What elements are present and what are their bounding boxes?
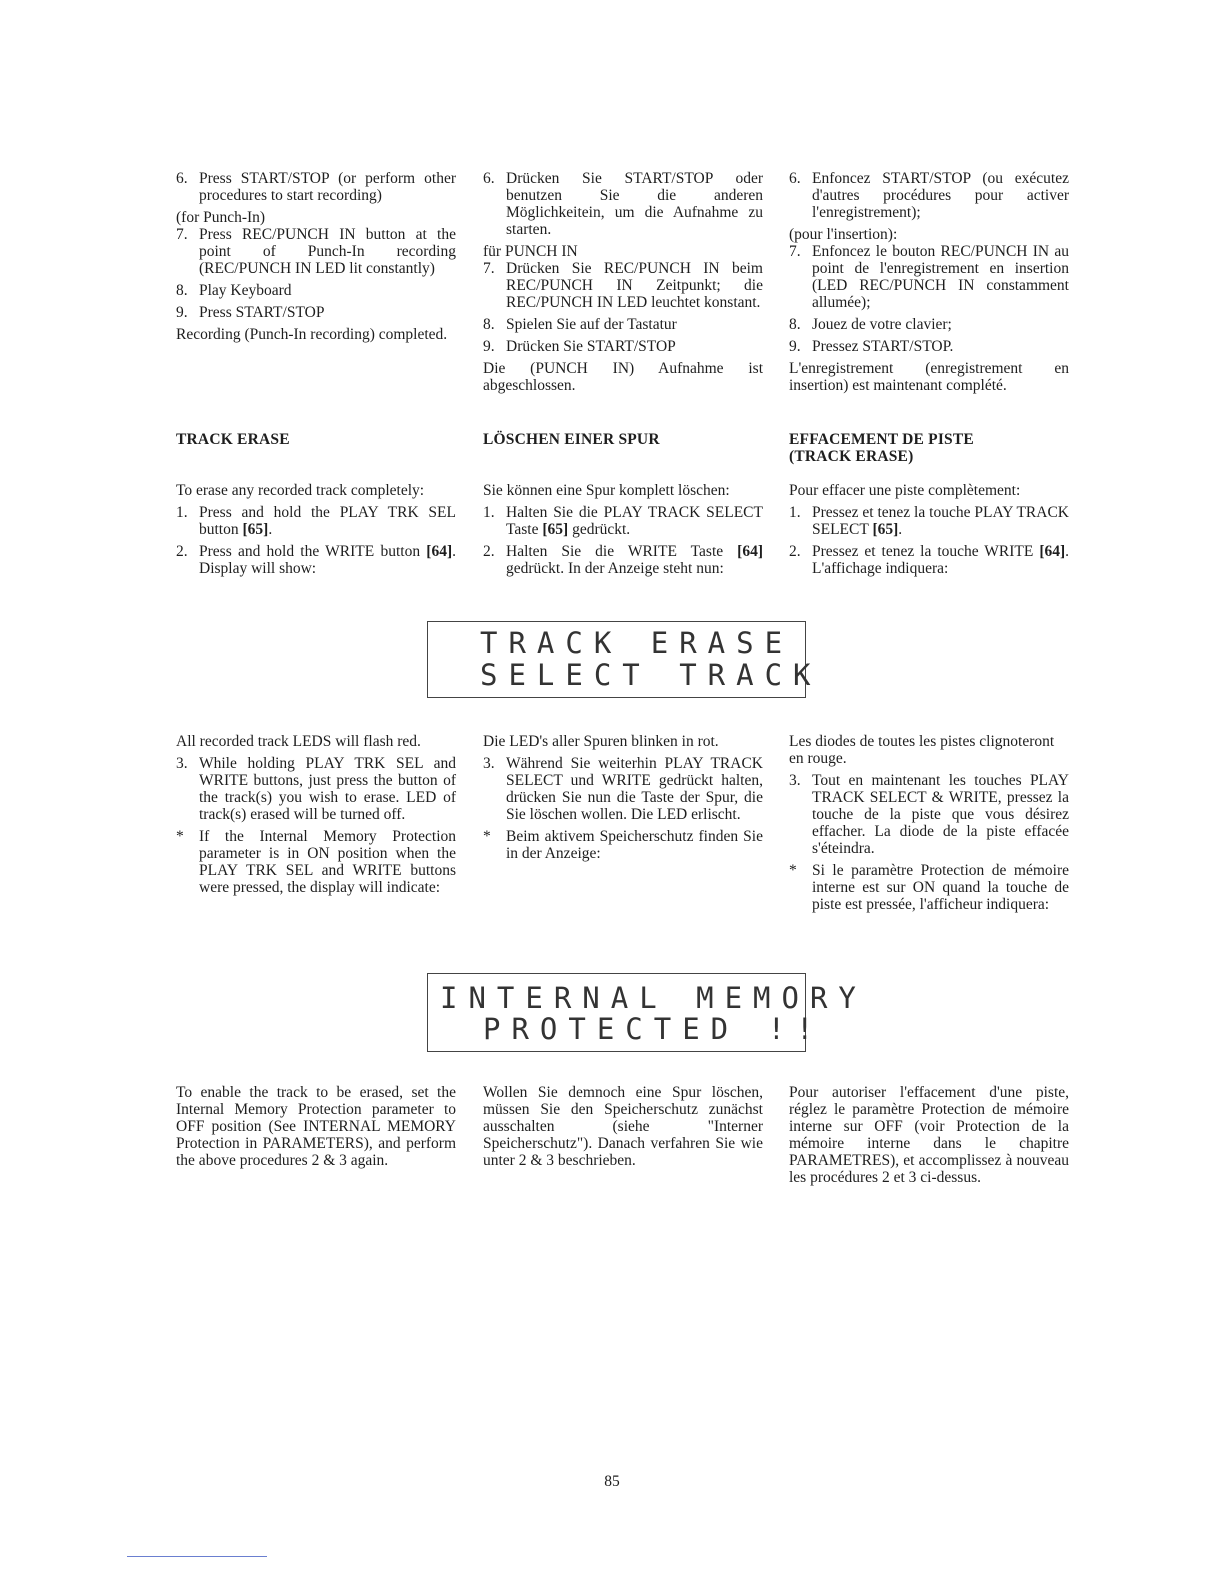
heading-track-erase-fr: EFFACEMENT DE PISTE (TRACK ERASE) <box>789 431 974 465</box>
list-item: 8. Spielen Sie auf der Tastatur <box>483 316 677 333</box>
en-erase-details <box>176 733 456 901</box>
paragraph: Wollen Sie demnoch eine Spur löschen, müssen Sie den Speicherschutz zunächst ausschalten (siehe "Interner Speicherschutz"). Danach verfahren Sie wie unter 2 & 3 beschrieben. <box>483 1084 763 1169</box>
completed-text: Recording (Punch-In recording) completed. <box>176 326 448 343</box>
note-item: * If the Internal Memory Protection parameter is in ON position when the PLAY TRK SEL and WRITE buttons were pressed, the display will indicate: <box>176 828 456 896</box>
fr-punch-in-steps <box>789 170 1069 399</box>
lcd-line-2: SELECT TRACK <box>480 658 822 692</box>
list-item: 9. Press START/STOP <box>176 304 325 321</box>
list-item: 2. Pressez et tenez la touche WRITE [64]. L'affichage indiquera: <box>789 543 1070 577</box>
list-item: 1. Pressez et tenez la touche PLAY TRACK SELECT [65]. <box>789 504 1069 538</box>
list-item: 6. Drücken Sie START/STOP oder benutzen Sie die anderen Möglichkeitein, um die Aufnahme zu starten. <box>483 170 763 238</box>
intro-text: Pour effacer une piste complètement: <box>789 482 1021 499</box>
list-item: 3. Tout en maintenant les touches PLAY TRACK SELECT & WRITE, pressez la touche de la piste que vous désirez effacher. La diode de la piste effacée s'éteindra. <box>789 772 1069 857</box>
en-erase-steps <box>176 482 456 582</box>
paragraph: Pour autoriser l'effacement d'une piste, réglez le paramètre Protection de mémoire interne sur OFF (voir Protection de la mémoire interne dans le chapitre PARAMETRES), et accomplissez à nouveau les procédures 2 et 3 ci-dessus. <box>789 1084 1069 1186</box>
lcd-line-1: TRACK ERASE <box>480 626 794 660</box>
lcd-line-1: INTERNAL MEMORY <box>440 981 867 1015</box>
fr-erase-steps <box>789 482 1069 582</box>
list-item: 1. Press and hold the PLAY TRK SEL button [65]. <box>176 504 456 538</box>
lcd-line-2: PROTECTED !! <box>483 1012 825 1046</box>
de-enable-erase <box>483 1084 763 1174</box>
de-punch-in-steps <box>483 170 763 399</box>
note-item: * Si le paramètre Protection de mémoire interne est sur ON quand la touche de piste est pressée, l'afficheur indiquera: <box>789 862 1069 913</box>
intro-text: Les diodes de toutes les pistes clignoteront en rouge. <box>789 733 1055 767</box>
completed-text: Die (PUNCH IN) Aufnahme ist abgeschlossen. <box>483 360 763 394</box>
note-item: * Beim aktivem Speicherschutz finden Sie in der Anzeige: <box>483 828 763 862</box>
de-erase-details <box>483 733 763 867</box>
list-item: 2. Halten Sie die WRITE Taste [64] gedrückt. In der Anzeige steht nun: <box>483 543 763 577</box>
list-item: 2. Press and hold the WRITE button [64]. Display will show: <box>176 543 456 577</box>
lcd-display-track-erase <box>427 621 822 698</box>
list-item: 9. Drücken Sie START/STOP <box>483 338 676 355</box>
list-item: 1. Halten Sie die PLAY TRACK SELECT Taste [65] gedrückt. <box>483 504 763 538</box>
list-item: 7. Press REC/PUNCH IN button at the point of Punch-In recording (REC/PUNCH IN LED lit constantly) <box>176 226 456 277</box>
heading-track-erase-de: LÖSCHEN EINER SPUR <box>483 431 660 448</box>
footer-rule <box>127 1556 267 1557</box>
list-item: 6. Press START/STOP (or perform other procedures to start recording) <box>176 170 456 204</box>
intro-text: Die LED's aller Spuren blinken in rot. <box>483 733 719 750</box>
en-enable-erase <box>176 1084 456 1174</box>
paragraph: To enable the track to be erased, set the Internal Memory Protection parameter to OFF position (See INTERNAL MEMORY Protection in PARAMETERS), and perform the above procedures 2 & 3 again. <box>176 1084 456 1169</box>
list-item: 9. Pressez START/STOP. <box>789 338 954 355</box>
fr-enable-erase <box>789 1084 1069 1191</box>
for-punch-label: (for Punch-In) <box>176 209 266 226</box>
en-punch-in-steps <box>176 170 456 348</box>
de-erase-steps <box>483 482 763 582</box>
list-item: 7. Drücken Sie REC/PUNCH IN beim REC/PUNCH IN Zeitpunkt; die REC/PUNCH IN LED leuchtet konstant. <box>483 260 763 311</box>
list-item: 8. Jouez de votre clavier; <box>789 316 952 333</box>
list-item: 6. Enfoncez START/STOP (ou exécutez d'autres procédures pour activer l'enregistrement); <box>789 170 1069 221</box>
list-item: 8. Play Keyboard <box>176 282 292 299</box>
list-item: 7. Enfoncez le bouton REC/PUNCH IN au point de l'enregistrement en insertion (LED REC/PUNCH IN constamment allumée); <box>789 243 1069 311</box>
for-punch-label: für PUNCH IN <box>483 243 578 260</box>
list-item: 3. Während Sie weiterhin PLAY TRACK SELECT und WRITE gedrückt halten, drücken Sie nun die Taste der Spur, die Sie löschen wollen. Die LED erlischt. <box>483 755 763 823</box>
page-number: 85 <box>604 1473 620 1490</box>
list-item: 3. While holding PLAY TRK SEL and WRITE buttons, just press the button of the track(s) you wish to erase. LED of track(s) erased will be turned off. <box>176 755 456 823</box>
fr-erase-details <box>789 733 1069 918</box>
lcd-display-memory-protected <box>427 973 867 1052</box>
heading-track-erase-en: TRACK ERASE <box>176 431 290 448</box>
intro-text: All recorded track LEDS will flash red. <box>176 733 421 750</box>
intro-text: To erase any recorded track completely: <box>176 482 425 499</box>
for-punch-label: (pour l'insertion): <box>789 226 898 243</box>
intro-text: Sie können eine Spur komplett löschen: <box>483 482 730 499</box>
completed-text: L'enregistrement (enregistrement en insertion) est maintenant complété. <box>789 360 1069 394</box>
